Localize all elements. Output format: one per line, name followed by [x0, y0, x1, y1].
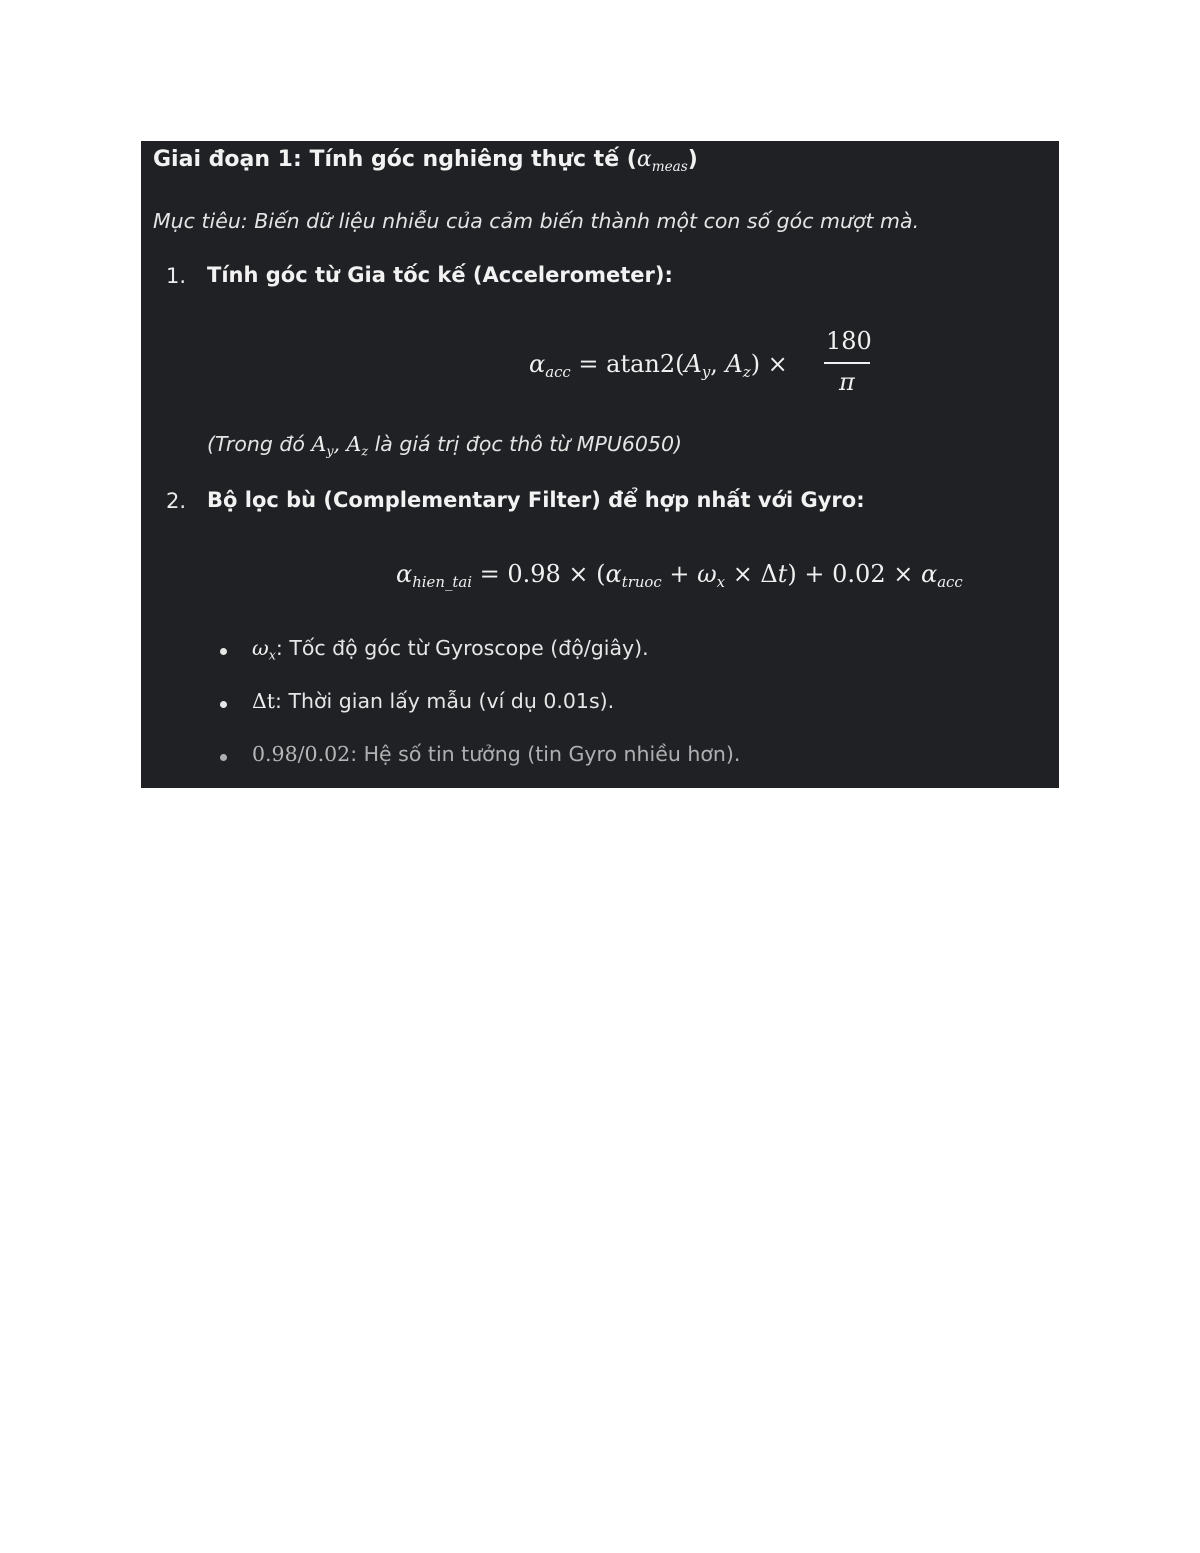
note-a1-sub: y	[326, 443, 334, 459]
bullet-dot	[220, 648, 227, 655]
bullet-delta-symbol: Δt	[252, 689, 276, 713]
bullet-omega-symbol: ω	[252, 636, 269, 660]
f1-a1: A	[684, 350, 702, 378]
f1-alpha: α	[529, 350, 546, 378]
bullet-coefficients	[252, 742, 740, 766]
note-pre: (Trong đó	[207, 432, 312, 456]
note-a2-sub: z	[361, 443, 369, 459]
f2-alpha-prev-sub: truoc	[621, 573, 662, 592]
f2-alpha-acc-sub: acc	[937, 573, 963, 592]
step1-number: 1.	[166, 264, 187, 288]
goal-text: Mục tiêu: Biến dữ liệu nhiễu của cảm biến thành một con số góc mượt mà.	[153, 209, 920, 233]
accel-formula	[529, 350, 788, 381]
f1-comma: ,	[710, 350, 726, 378]
bullet-delta-text: : Thời gian lấy mẫu (ví dụ 0.01s).	[275, 689, 615, 713]
f2-omega: ω	[697, 560, 717, 588]
alpha-subscript: meas	[651, 158, 688, 175]
note-a2: A	[346, 432, 362, 456]
alpha-symbol: α	[636, 147, 652, 172]
f2-alpha-prev: α	[605, 560, 622, 588]
f1-eq: = atan2(	[578, 350, 685, 378]
f2-part2: × Δ	[725, 560, 778, 588]
f1-a1-sub: y	[701, 363, 711, 382]
section-title-text: Giai đoạn 1: Tính góc nghiêng thực tế (	[153, 147, 637, 172]
section-title	[153, 147, 698, 175]
f2-part3: ) + 0.02 ×	[787, 560, 921, 588]
f1-numerator: 180	[826, 327, 872, 355]
f2-t: t	[777, 560, 788, 588]
f1-close-times: ) ×	[750, 350, 788, 378]
step1-label: Tính góc từ Gia tốc kế (Accelerometer):	[207, 263, 673, 287]
bullet-coef-text: : Hệ số tin tưởng (tin Gyro nhiều hơn).	[350, 742, 741, 766]
bullet-omega-text: : Tốc độ góc từ Gyroscope (độ/giây).	[275, 636, 649, 660]
note-comma: ,	[333, 432, 347, 456]
step2-label: Bộ lọc bù (Complementary Filter) để hợp nhất với Gyro:	[207, 488, 865, 512]
note-a1: A	[311, 432, 327, 456]
f1-denominator: π	[839, 368, 855, 396]
f1-a2: A	[725, 350, 743, 378]
f2-part1: = 0.98 × (	[479, 560, 606, 588]
f2-alpha-acc: α	[920, 560, 938, 588]
filter-formula	[396, 560, 963, 591]
bullet-dot	[220, 754, 227, 761]
bullet-omega-sub: x	[268, 647, 276, 663]
f1-alpha-sub: acc	[545, 363, 571, 382]
f2-plus: +	[661, 560, 698, 588]
f2-alpha-sub: hien_tai	[412, 573, 472, 592]
f1-fraction-bar	[824, 362, 870, 364]
f2-alpha: α	[396, 560, 413, 588]
note-post: là giá trị đọc thô từ MPU6050)	[368, 432, 683, 456]
f2-omega-sub: x	[716, 573, 726, 592]
f1-a2-sub: z	[742, 363, 751, 382]
content-panel	[141, 141, 1059, 788]
bullet-delta-t	[252, 689, 614, 713]
bullet-coef-symbol: 0.98/0.02	[252, 742, 351, 766]
step2-number: 2.	[166, 489, 187, 513]
title-close-paren: )	[687, 147, 698, 172]
step1-note	[207, 432, 682, 458]
bullet-omega	[252, 636, 649, 662]
bullet-dot	[220, 701, 227, 708]
